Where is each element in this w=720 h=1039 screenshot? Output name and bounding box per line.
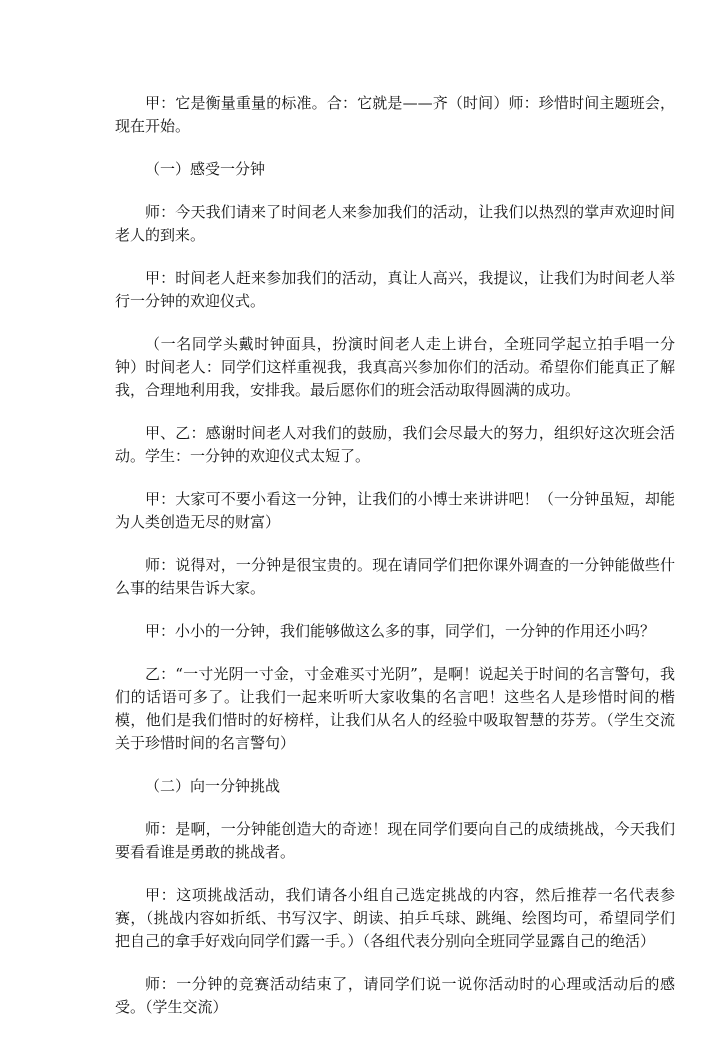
- paragraph-12: 师：一分钟的竞赛活动结束了，请同学们说一说你活动时的心理或活动后的感受。（学生交流）: [115, 975, 675, 1016]
- paragraph-8: 甲：小小的一分钟，我们能够做这么多的事，同学们，一分钟的作用还小吗？: [145, 622, 656, 640]
- section-heading-1: （一）感受一分钟: [145, 160, 266, 178]
- paragraph-3: 甲：时间老人赶来参加我们的活动，真让人高兴，我提议，让我们为时间老人举行一分钟的欢迎仪式。: [115, 269, 675, 310]
- paragraph-6: 甲：大家可不要小看这一分钟，让我们的小博士来讲讲吧！（一分钟虽短，却能为人类创造无尽的财富）: [115, 490, 675, 531]
- paragraph-1: 甲：它是衡量重量的标准。合：它就是——齐（时间）师：珍惜时间主题班会，现在开始。: [115, 94, 675, 135]
- section-heading-2: （二）向一分钟挑战: [145, 777, 281, 795]
- paragraph-10: 师：是啊，一分钟能创造大的奇迹！现在同学们要向自己的成绩挑战，今天我们要看看谁是勇敢的挑战者。: [115, 820, 675, 861]
- paragraph-9: 乙：“一寸光阴一寸金，寸金难买寸光阴”，是啊！说起关于时间的名言警句，我们的话语可多了。让我们一起来听听大家收集的名言吧！这些名人是珍惜时间的楷模，他们是我们惜时的好榜样，让我们从名人的经验中吸取智慧的芬芳。（学生交流关于珍惜时间的名言警句）: [115, 665, 675, 752]
- document-body: [115, 92, 675, 1039]
- paragraph-7: 师：说得对，一分钟是很宝贵的。现在请同学们把你课外调查的一分钟能做些什么事的结果告诉大家。: [115, 556, 675, 597]
- paragraph-11: 甲：这项挑战活动，我们请各小组自己选定挑战的内容，然后推荐一名代表参赛，（挑战内容如折纸、书写汉字、朗读、拍乒乓球、跳绳、绘图均可，希望同学们把自己的拿手好戏向同学们露一手。）（各组代表分别向全班同学显露自己的绝活）: [115, 886, 675, 950]
- paragraph-5: 甲、乙：感谢时间老人对我们的鼓励，我们会尽最大的努力，组织好这次班会活动。学生：一分钟的欢迎仪式太短了。: [115, 424, 675, 465]
- paragraph-4: （一名同学头戴时钟面具，扮演时间老人走上讲台，全班同学起立拍手唱一分钟）时间老人：同学们这样重视我，我真高兴参加你们的活动。希望你们能真正了解我，合理地利用我，安排我。最后愿你们的班会活动取得圆满的成功。: [115, 335, 675, 399]
- paragraph-2: 师：今天我们请来了时间老人来参加我们的活动，让我们以热烈的掌声欢迎时间老人的到来。: [115, 203, 675, 244]
